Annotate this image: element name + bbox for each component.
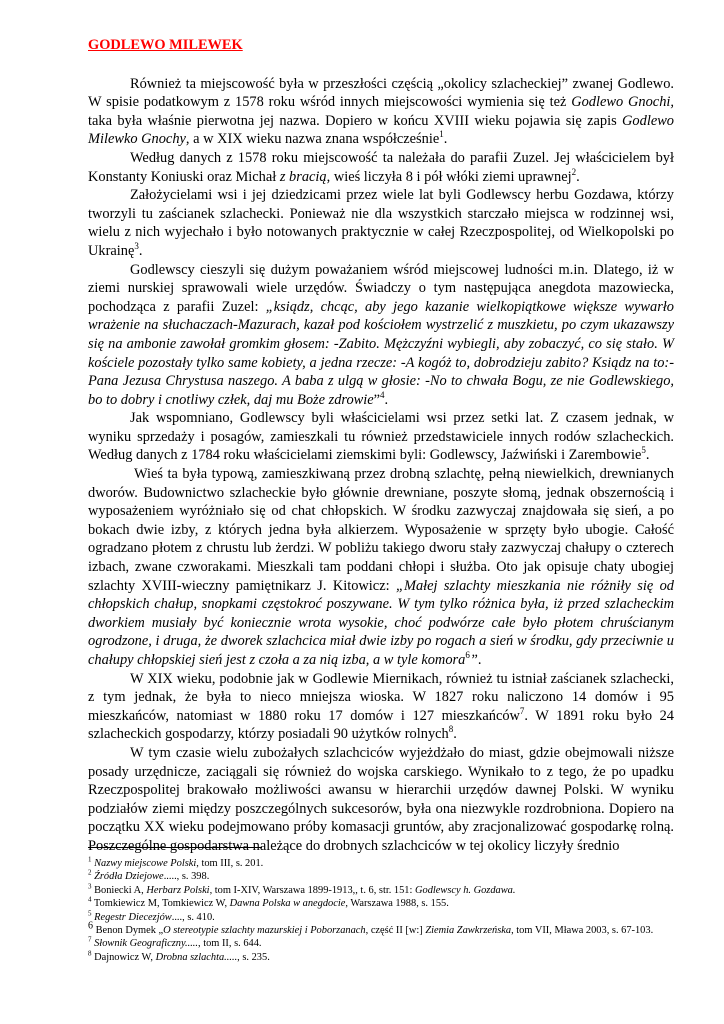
italic-run: Źródła Dziejowe: [94, 871, 164, 883]
text-run: Również ta miejscowość była w przeszłości częścią „okolicy szlacheckiej” zwanej Godlewo. W spisie podatkowym z 1578 roku wśród innych miejscowości wymienia się też: [88, 75, 674, 111]
footnote-ref: 4: [380, 389, 385, 400]
paragraph-1: [88, 75, 674, 149]
footnote-number: 8: [88, 949, 92, 958]
text-run: , tom III, s. 201.: [196, 858, 264, 869]
paragraph-4: [88, 261, 674, 410]
text-run: , tom VII, Mława 2003, s. 67-103.: [511, 925, 654, 937]
paragraph-6: [88, 465, 674, 670]
text-run: , część II [w:]: [365, 925, 426, 937]
italic-run: Ziemia Zawkrzeńska: [425, 925, 512, 937]
text-run: Według danych z 1578 roku miejscowość ta należała do parafii Zuzel. Jej właścicielem był Konstanty Koniuski oraz Michał: [88, 149, 674, 185]
footnote-number: 5: [88, 909, 92, 918]
italic-run: Godlewo Milewko Gnochy: [88, 112, 674, 148]
text-run: ...., s. 410.: [171, 911, 215, 923]
text-run: tom I-XIV, Warszawa 1899-1913,, t. 6, str. 151:: [212, 884, 415, 896]
footnote-number: 4: [88, 895, 92, 904]
footnote-separator: [88, 847, 262, 848]
paragraph-7: [88, 670, 674, 744]
footnote-number: 1: [88, 855, 92, 864]
text-run: .: [576, 168, 580, 185]
text-run: Założycielami wsi i jej dziedzicami przez wiele lat byli Godlewscy herbu Gozdawa, którzy tworzyli tu zaścianek szlachecki. Ponieważ nie dla wszystkich starczało miejsca w rodzinnej wsi, wielu z nich wyjechało i było notowanych praktycznie w całej Rzeczpospolitej, od Wielkopolski po Ukrainę: [88, 187, 674, 259]
italic-run: z bracią: [279, 168, 327, 185]
body-text: [88, 75, 674, 856]
footnote-ref: 8: [448, 724, 454, 735]
text-run: Godlewscy cieszyli się dużym poważaniem wśród miejscowej ludności m.in. Dlatego, iż w ziemi nurskiej sprawowali wiele urzędów. Świadczy o tym następująca anegdota mazowiecka, pochodząca z parafii Zuzel:: [88, 261, 674, 315]
text-run: , Warszawa 1988, s. 155.: [345, 898, 449, 910]
text-run: , s. 235.: [237, 951, 270, 963]
italic-run: Godlewo Gnochi,: [571, 94, 674, 111]
footnote-4: [88, 897, 674, 910]
footnotes: [88, 857, 674, 964]
text-run: .: [384, 391, 389, 408]
footnote-ref: 7: [519, 705, 525, 716]
text-run: Jak wspomniano, Godlewscy byli właścicielami wsi przez setki lat. Z czasem jednak, w wyniku sprzedaży i posagów, zamieszkali tu również przedstawiciele innych rodów szlacheckich. Według danych z 1784 roku właścicielami ziemskimi byli: Godlewscy, Jaźwiński i Zarembowie: [88, 410, 674, 464]
footnote-number: 2: [88, 868, 92, 877]
footnote-ref: 6: [465, 650, 470, 661]
footnote-number: 7: [88, 935, 92, 944]
footnote-5: [88, 911, 674, 924]
paragraph-5: [88, 409, 674, 465]
footnote-ref: 5: [641, 445, 646, 456]
italic-run: Dawna Polska w anegdocie: [229, 898, 346, 910]
text-run: Wieś ta była typową, zamieszkiwaną przez drobną szlachtę, pełną niewielkich, drewnianych dworów. Budownictwo szlacheckie było głównie drewniane, poszyte słomą, jednak obszernością i wyposażeniem wyróżniało się od chat chłopskich. W środku zazwyczaj znajdowała się sień, a po bokach dwie izby, z których jedna była alkierzem. Wyposażenie w sprzęty było ubogie. Całość ogradzano płotem z chrustu lub żerdzi. W pobliżu takiego dworu stały zazwyczaj chałupy o czterech izbach, zwane czworakami. Mieszkali tam poddani chłopi i służba. Oto jak opisuje chaty ubogiej szlachty XVIII-wieczny pamiętnikarz J. Kitowicz:: [88, 466, 674, 594]
italic-run: Regestr Diecezjów: [94, 911, 172, 923]
footnote-ref: 3: [134, 241, 139, 252]
paragraph-8: [88, 744, 674, 856]
text-run: .: [443, 131, 448, 148]
footnote-6: [88, 920, 674, 937]
footnote-ref: 1: [439, 129, 444, 140]
footnote-1: [88, 857, 674, 870]
italic-run: Drobna szlachta.....: [155, 951, 238, 963]
italic-run: Słownik Geograficzny.....: [94, 938, 199, 950]
text-run: . W 1891 roku było 24 szlacheckich gospodarzy, którzy posiadali 90 użytków rolnych: [88, 707, 674, 743]
footnote-number: 6: [88, 920, 93, 932]
italic-quote: „Małej szlachty mieszkania nie różniły się od chłopskich chałup, snopkami częstokroć poszywane. W tym tylko różnica była, iż przed szlacheckim dworkiem musiały być koniecznie wrota wysokie, choć podwórze całe było płotem chruścianym ogrodzone, i druga, że dworek szlachcica miał dwie izby po rogach a sień w środku, gdy przeciwnie u chałupy chłopskiej sień jest z czoła a za nią izba, a w tyle komora: [88, 577, 674, 668]
footnote-8: [88, 951, 674, 964]
italic-quote: „ksiądz, chcąc, aby jego kazanie wielkopiątkowe większe wywarło wrażenie na słuchaczach-Mazurach, kazał pod kościołem wystrzelić z muszkietu, po czym ukazawszy się na ambonie zawołał gromkim głosem: -Zabito. Mężczyźni wybiegli, aby zobaczyć, co się stało. W kościele pozostały tylko same kobiety, a jedna rzecze: -A kogóż to, dobrodzieju zabito? Ksiądz na to:- Pana Jezusa Chrystusa naszego. A baba z ulgą w głosie: -No to chwała Bogu, ze nie Godlewskiego, bo to dobry i cnotliwy człek, daj mu Boże zdrowie: [88, 298, 674, 408]
text-run: Boniecki A,: [94, 884, 147, 896]
text-run: .: [138, 242, 143, 259]
italic-run: Nazwy miejscowe Polski: [94, 858, 197, 869]
text-run: .: [477, 652, 482, 668]
text-run: Benon Dymek „: [93, 925, 164, 937]
text-run: W XIX wieku, podobnie jak w Godlewie Miernikach, również tu istniał zaścianek szlachecki, z tym jednak, że była to nieco mniejsza wioska. W 1827 roku naliczono 14 domów i 95 mieszkańców, natomiast w 1880 roku 17 domów i 127 mieszkańców: [88, 670, 674, 724]
footnote-7: [88, 937, 674, 950]
italic-run: Herbarz Polski,: [146, 884, 213, 896]
text-run: .: [453, 726, 457, 743]
text-run: ”: [373, 391, 381, 408]
text-run: ....., s. 398.: [163, 871, 210, 883]
text-run: .: [645, 447, 650, 464]
paragraph-3: [88, 186, 674, 260]
italic-run: ”: [469, 652, 478, 668]
text-run: , tom II, s. 644.: [198, 938, 262, 950]
text-run: Dajnowicz W,: [94, 951, 156, 963]
footnote-2: [88, 870, 674, 883]
footnote-ref: 2: [571, 166, 577, 177]
footnote-number: 3: [88, 882, 92, 891]
text-run: , a w XIX wieku nazwa znana współcześnie: [185, 131, 440, 148]
text-run: , wieś liczyła 8 i pół włóki ziemi uprawnej: [326, 168, 572, 185]
italic-run: O stereotypie szlachty mazurskiej i Poborzanach: [163, 925, 366, 937]
page-title: GODLEWO MILEWEK: [88, 37, 243, 53]
paragraph-2: [88, 149, 674, 186]
footnote-3: [88, 884, 674, 897]
text-run: taka była właśnie pierwotna jej nazwa. Dopiero w końcu XVIII wieku pojawia się zapis: [88, 112, 623, 129]
italic-run: Godlewscy h. Gozdawa.: [415, 884, 516, 896]
text-run: Tomkiewicz M, Tomkiewicz W,: [93, 898, 230, 910]
text-run: W tym czasie wielu zubożałych szlachciców wyjeżdżało do miast, gdzie obejmowali niższe posady urzędnicze, zaciągali się również do wojska carskiego. Wynikało to z tego, że po upadku Rzeczpospolitej brakowało możliwości awansu w hierarchii urzędów dawnej Polski. W wyniku podziałów ziemi między poszczególnych sukcesorów, była ona niezwykle rozdrobniona. Dopiero na początku XX wieku podejmowano próby komasacji gruntów, aby zracjonalizować gospodarkę rolną. Poszczególne gospodarstwa należące do drobnych szlachciców w tej okolicy liczyły średnio: [88, 744, 674, 854]
